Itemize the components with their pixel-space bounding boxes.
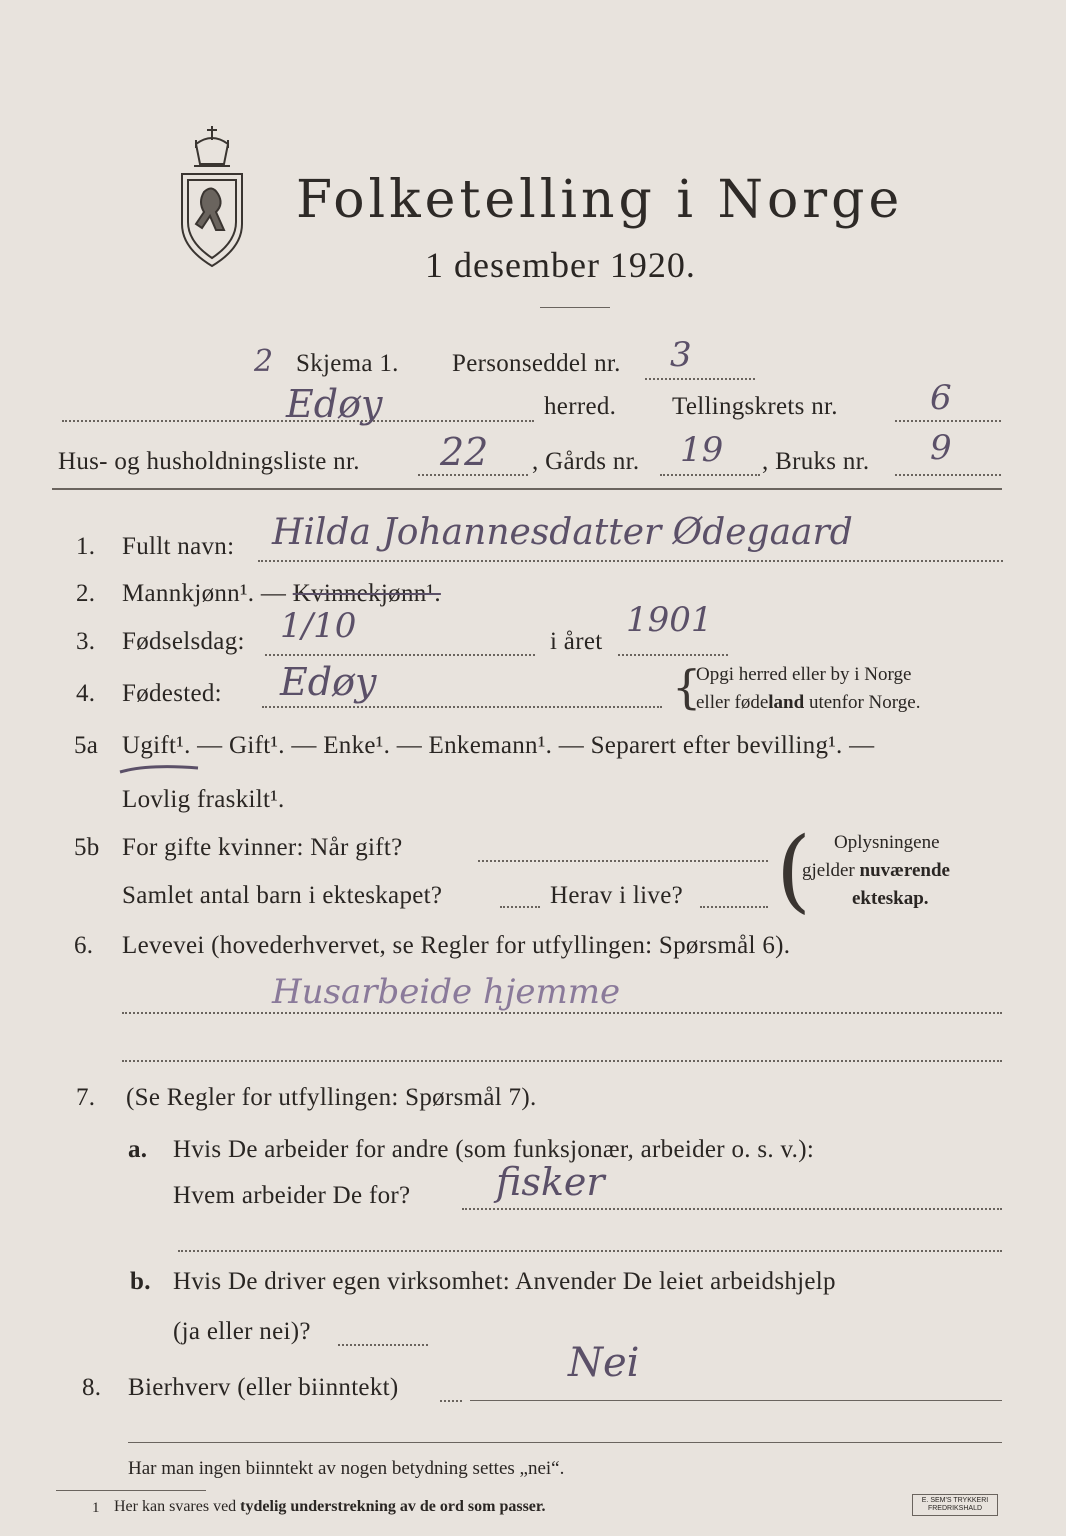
- male-option[interactable]: Mannkjønn¹. —: [122, 580, 293, 607]
- year-label: i året: [550, 628, 603, 655]
- birthday-value[interactable]: 1/10: [280, 606, 357, 646]
- q4-brace: {: [672, 660, 702, 714]
- bruks-label: , Bruks nr.: [762, 448, 870, 475]
- bruks-line: [895, 474, 1001, 476]
- q1-line: [258, 560, 1003, 562]
- employer-line: [462, 1208, 1002, 1210]
- occupation-line-1: [122, 1012, 1002, 1014]
- form-mark: 2: [254, 344, 274, 379]
- alive-line: [700, 906, 768, 908]
- occupation-line-2: [122, 1060, 1002, 1062]
- tellingskrets-label: Tellingskrets nr.: [672, 393, 838, 420]
- q6-number: 6.: [74, 932, 94, 959]
- full-name-value[interactable]: Hilda Johannesdatter Ødegaard: [272, 512, 853, 553]
- gards-value[interactable]: 19: [680, 430, 724, 470]
- q7a-line1: Hvis De arbeider for andre (som funksjonær, arbeider o. s. v.):: [173, 1136, 815, 1163]
- side-income-line-2: [128, 1442, 1002, 1443]
- year-line: [618, 654, 728, 656]
- q4-note-line1: Opgi herred eller by i Norge: [696, 664, 912, 685]
- q5b-line1: For gifte kvinner: Når gift?: [122, 834, 403, 861]
- q7-label: (Se Regler for utfyllingen: Spørsmål 7).: [126, 1084, 537, 1111]
- q7b-line1: Hvis De driver egen virksomhet: Anvender De leiet arbeidshjelp: [173, 1268, 836, 1295]
- q6-label: Levevei (hovederhvervet, se Regler for utfyllingen: Spørsmål 6).: [122, 932, 791, 959]
- occupation-value[interactable]: Husarbeide hjemme: [272, 972, 621, 1012]
- birthplace-value[interactable]: Edøy: [280, 660, 377, 704]
- q5a-number: 5a: [74, 732, 99, 759]
- female-option[interactable]: Kvinnekjønn¹.: [292, 580, 441, 607]
- q5b-children-label: Samlet antal barn i ekteskapet?: [122, 882, 443, 909]
- q2-gender-options: [122, 580, 441, 608]
- side-income-value[interactable]: Nei: [568, 1340, 640, 1386]
- children-line: [500, 906, 540, 908]
- personseddel-line: [645, 378, 755, 380]
- birthday-line: [265, 654, 535, 656]
- no-income-note: Har man ingen biinntekt av nogen betydning settes „nei“.: [128, 1458, 565, 1479]
- q3-number: 3.: [76, 628, 96, 655]
- q5b-brace: (: [776, 818, 812, 923]
- q8-label: Bierhverv (eller biinntekt): [128, 1374, 399, 1401]
- hired-help-line: [338, 1344, 428, 1346]
- marital-status-options[interactable]: Ugift¹. — Gift¹. — Enke¹. — Enkemann¹. — Separert efter bevilling¹. —: [122, 732, 875, 759]
- personseddel-value[interactable]: 3: [670, 335, 692, 375]
- title-divider: [540, 307, 610, 308]
- employer-value[interactable]: fisker: [496, 1160, 605, 1204]
- q7b-letter: b.: [130, 1268, 151, 1295]
- q8-leader: [440, 1400, 462, 1402]
- employer-line-2: [178, 1250, 1002, 1252]
- ugift-underline-mark: [118, 762, 202, 776]
- married-when-line: [478, 860, 768, 862]
- q4-label: Fødested:: [122, 680, 222, 707]
- q7a-letter: a.: [128, 1136, 148, 1163]
- gards-label: , Gårds nr.: [532, 448, 640, 475]
- hus-value[interactable]: 22: [440, 430, 489, 474]
- herred-label: herred.: [544, 393, 617, 420]
- q5b-note-line3: ekteskap.: [852, 888, 929, 909]
- census-date: 1 desember 1920.: [425, 245, 696, 285]
- q4-note-line2: eller fødeland utenfor Norge.: [696, 692, 921, 713]
- tellingskrets-line: [895, 420, 1001, 422]
- form-label: Skjema 1.: [296, 350, 399, 377]
- gards-line: [660, 474, 760, 476]
- footnote-divider: [56, 1490, 206, 1491]
- footnote-text: Her kan svares ved tydelig understrekning av de ord som passer.: [114, 1498, 546, 1515]
- q5b-note-line2: gjelder nuværende: [802, 860, 950, 881]
- bruks-value[interactable]: 9: [930, 428, 952, 468]
- printer-stamp: E. SEM'S TRYKKERI FREDRIKSHALD: [912, 1494, 998, 1516]
- coat-of-arms-icon: [166, 120, 258, 275]
- q5b-note-line1: Oplysningene: [834, 832, 940, 853]
- q7a-line2: Hvem arbeider De for?: [173, 1182, 411, 1209]
- q4-number: 4.: [76, 680, 96, 707]
- q5b-alive-label: Herav i live?: [550, 882, 684, 909]
- q3-label: Fødselsdag:: [122, 628, 245, 655]
- birthplace-line: [262, 706, 662, 708]
- q7b-line2: (ja eller nei)?: [173, 1318, 311, 1345]
- q1-number: 1.: [76, 533, 96, 560]
- q2-number: 2.: [76, 580, 96, 607]
- footnote-number: 1: [92, 1500, 100, 1516]
- q5b-number: 5b: [74, 834, 100, 861]
- q8-number: 8.: [82, 1374, 102, 1401]
- tellingskrets-value[interactable]: 6: [930, 378, 952, 418]
- header-divider: [52, 488, 1002, 490]
- side-income-line: [470, 1400, 1002, 1401]
- q1-label: Fullt navn:: [122, 533, 235, 560]
- birth-year-value[interactable]: 1901: [626, 600, 713, 640]
- herred-value[interactable]: Edøy: [286, 382, 383, 426]
- form-title: Folketelling i Norge: [296, 170, 904, 230]
- personseddel-label: Personseddel nr.: [452, 350, 621, 377]
- lovlig-fraskilt-option[interactable]: Lovlig fraskilt¹.: [122, 786, 285, 813]
- hus-label: Hus- og husholdningsliste nr.: [58, 448, 360, 475]
- hus-line: [418, 474, 528, 476]
- q7-number: 7.: [76, 1084, 96, 1111]
